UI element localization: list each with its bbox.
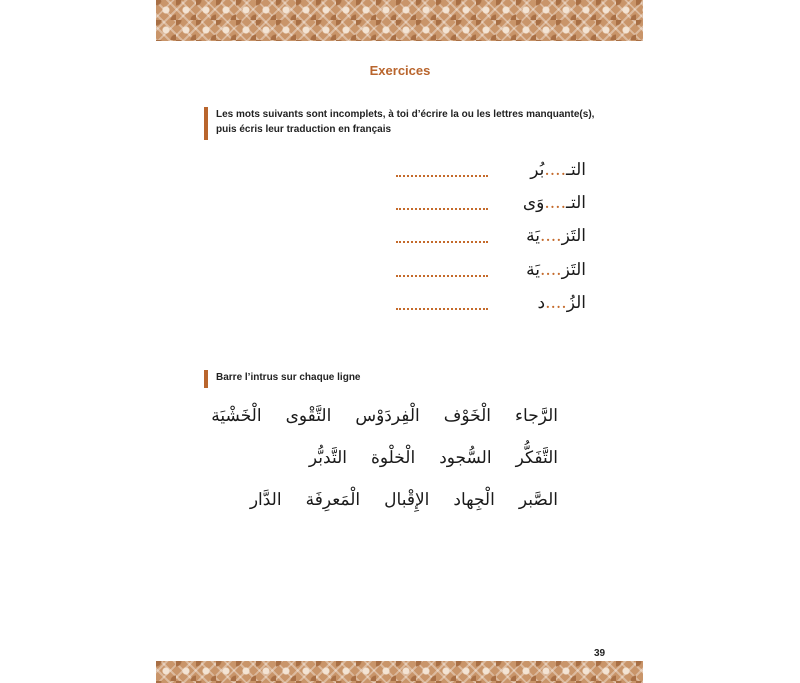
word-option[interactable]: التَّدبُّر bbox=[308, 448, 347, 468]
instruction-line-2: puis écris leur traduction en français bbox=[216, 124, 392, 135]
incomplete-word: التَز....يَة bbox=[526, 226, 586, 246]
page-number: 39 bbox=[594, 648, 606, 659]
incomplete-word: الزُ....د bbox=[537, 293, 586, 313]
answer-line[interactable] bbox=[396, 174, 488, 177]
fill-item-4 bbox=[396, 256, 586, 284]
word-option[interactable]: السُّجود bbox=[439, 448, 492, 468]
word-option[interactable]: الْفِردَوْس bbox=[355, 406, 420, 426]
decorative-bottom-band bbox=[156, 661, 643, 683]
instruction-line-1: Les mots suivants sont incomplets, à toi d’écrire la ou les lettres manquante(s), bbox=[216, 109, 595, 120]
incomplete-word: التَز....يَة bbox=[526, 260, 586, 280]
odd-one-out-row-2 bbox=[238, 448, 558, 478]
exercise-2-instruction: Barre l’intrus sur chaque ligne bbox=[204, 370, 360, 388]
fill-item-3 bbox=[396, 222, 586, 250]
word-option[interactable]: التَّقْوى bbox=[285, 406, 332, 426]
word-option[interactable]: الصَّبر bbox=[518, 490, 558, 510]
fill-item-1 bbox=[396, 156, 586, 184]
answer-line[interactable] bbox=[396, 207, 488, 210]
answer-line[interactable] bbox=[396, 307, 488, 310]
odd-one-out-row-3 bbox=[238, 490, 558, 520]
page-title: Exercices bbox=[369, 63, 431, 78]
answer-line[interactable] bbox=[396, 274, 488, 277]
incomplete-word: التـ....وَى bbox=[522, 193, 586, 213]
word-option[interactable]: الْخَوْف bbox=[443, 406, 492, 426]
fill-item-2 bbox=[396, 189, 586, 217]
word-option[interactable]: الْمَعرِفَة bbox=[305, 490, 361, 510]
word-option[interactable]: الْخَشْيَة bbox=[211, 406, 262, 426]
decorative-top-band bbox=[156, 0, 643, 41]
odd-one-out-row-1 bbox=[211, 406, 558, 436]
word-option[interactable]: الْخلْوة bbox=[370, 448, 416, 468]
word-option[interactable]: الرَّجاء bbox=[515, 406, 558, 426]
answer-line[interactable] bbox=[396, 240, 488, 243]
word-option[interactable]: الإِقْبال bbox=[384, 490, 430, 510]
exercise-1-instruction bbox=[204, 107, 596, 140]
word-option[interactable]: التَّفَكُّر bbox=[515, 448, 558, 468]
fill-item-5 bbox=[396, 289, 586, 317]
word-option[interactable]: الدَّار bbox=[249, 490, 282, 510]
incomplete-word: التـ....بُر bbox=[530, 160, 586, 180]
word-option[interactable]: الْجِهاد bbox=[453, 490, 495, 510]
